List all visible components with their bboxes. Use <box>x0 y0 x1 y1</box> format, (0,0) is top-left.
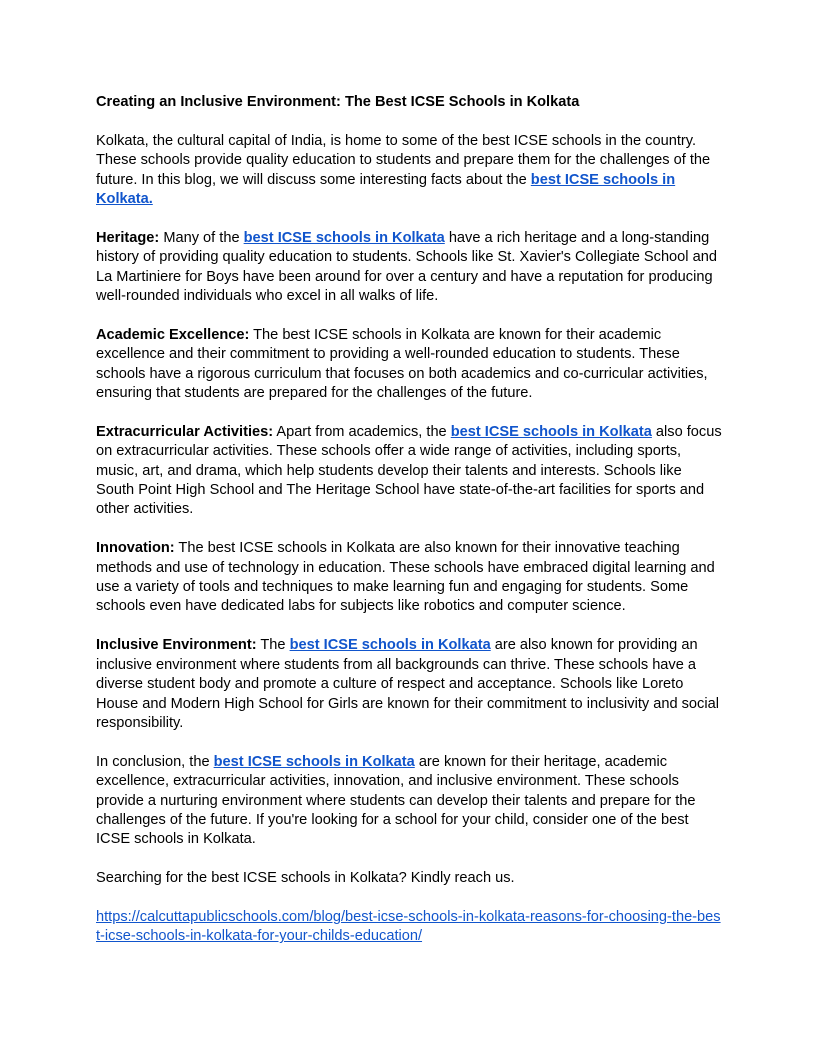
conclusion-link[interactable]: best ICSE schools in Kolkata <box>213 753 415 770</box>
section-text: are also known for providing an inclusive environment where students from all backgrounds can thrive. These schools have a diverse student body and promote a culture of respect and acceptance. Schools like Loreto House and Modern High School for Girls are known for their commitment to inclusivity and social responsibility. <box>96 637 719 731</box>
section-text: Apart from academics, the <box>273 423 451 440</box>
section-link[interactable]: best ICSE schools in Kolkata <box>450 423 652 440</box>
document-title: Creating an Inclusive Environment: The Best ICSE Schools in Kolkata <box>96 94 580 110</box>
conclusion-text: are known for their heritage, academic excellence, extracurricular activities, innovation, and inclusive environment. These schools provide a nurturing environment where students can develop their talents and prepare for the challenges of the future. If you're looking for a school for your child, consider one of the best ICSE schools in Kolkata. <box>96 753 696 848</box>
section-heritage <box>96 229 722 307</box>
section-link[interactable]: best ICSE schools in Kolkata <box>289 637 491 654</box>
section-heading: Innovation: <box>96 540 175 557</box>
section-academic-excellence <box>96 326 722 404</box>
section-heading: Inclusive Environment: <box>96 637 257 654</box>
section-text: Many of the <box>159 229 244 246</box>
source-url-link[interactable]: https://calcuttapublicschools.com/blog/best-icse-schools-in-kolkata-reasons-for-choosing-the-best-icse-schools-in-kolkata-for-your-childs-education/ <box>96 908 721 945</box>
spacer <box>96 209 722 228</box>
conclusion-paragraph <box>96 753 722 850</box>
section-text: The <box>256 637 290 654</box>
spacer <box>96 850 722 869</box>
section-link[interactable]: best ICSE schools in Kolkata <box>243 229 445 246</box>
spacer <box>96 889 722 908</box>
spacer <box>96 306 722 325</box>
section-heading: Academic Excellence: <box>96 326 250 343</box>
document-page <box>96 93 722 947</box>
section-heading: Heritage: <box>96 229 160 246</box>
section-heading: Extracurricular Activities: <box>96 423 274 440</box>
section-text: also focus on extracurricular activities. These schools offer a wide range of activities, including sports, music, art, and drama, which help students develop their talents and interests. Schools like South Point High School and The Heritage School have state-of-the-art facilities for sports and other activities. <box>96 423 722 518</box>
spacer <box>96 733 722 752</box>
section-inclusive-environment <box>96 636 722 733</box>
url-paragraph <box>96 908 722 947</box>
section-extracurricular <box>96 423 722 520</box>
spacer <box>96 617 722 636</box>
spacer <box>96 112 722 131</box>
intro-text: Kolkata, the cultural capital of India, is home to some of the best ICSE schools in the country. These schools provide quality education to students and prepare them for the challenges of the future. In this blog, we will discuss some interesting facts about the <box>96 132 711 188</box>
section-text: have a rich heritage and a long-standing history of providing quality education to students. Schools like St. Xavier's Collegiate School and La Martiniere for Boys have been around for over a century and have a reputation for producing well-rounded individuals who excel in all walks of life. <box>96 229 717 305</box>
intro-link[interactable]: best ICSE schools in Kolkata. <box>96 171 676 208</box>
section-innovation <box>96 539 722 617</box>
spacer <box>96 520 722 539</box>
section-text: The best ICSE schools in Kolkata are also known for their innovative teaching methods and use of technology in education. These schools have embraced digital learning and use a variety of tools and techniques to make learning fun and engaging for students. Some schools even have dedicated labs for subjects like robotics and computer science. <box>96 540 715 615</box>
section-text: The best ICSE schools in Kolkata are known for their academic excellence and their commitment to providing a well-rounded education to students. These schools have a rigorous curriculum that focuses on both academics and co-curricular activities, ensuring that students are prepared for the challenges of the future. <box>96 326 708 402</box>
cta-paragraph: Searching for the best ICSE schools in Kolkata? Kindly reach us. <box>96 870 515 887</box>
conclusion-text: In conclusion, the <box>96 753 214 770</box>
intro-paragraph <box>96 132 722 210</box>
spacer <box>96 403 722 422</box>
